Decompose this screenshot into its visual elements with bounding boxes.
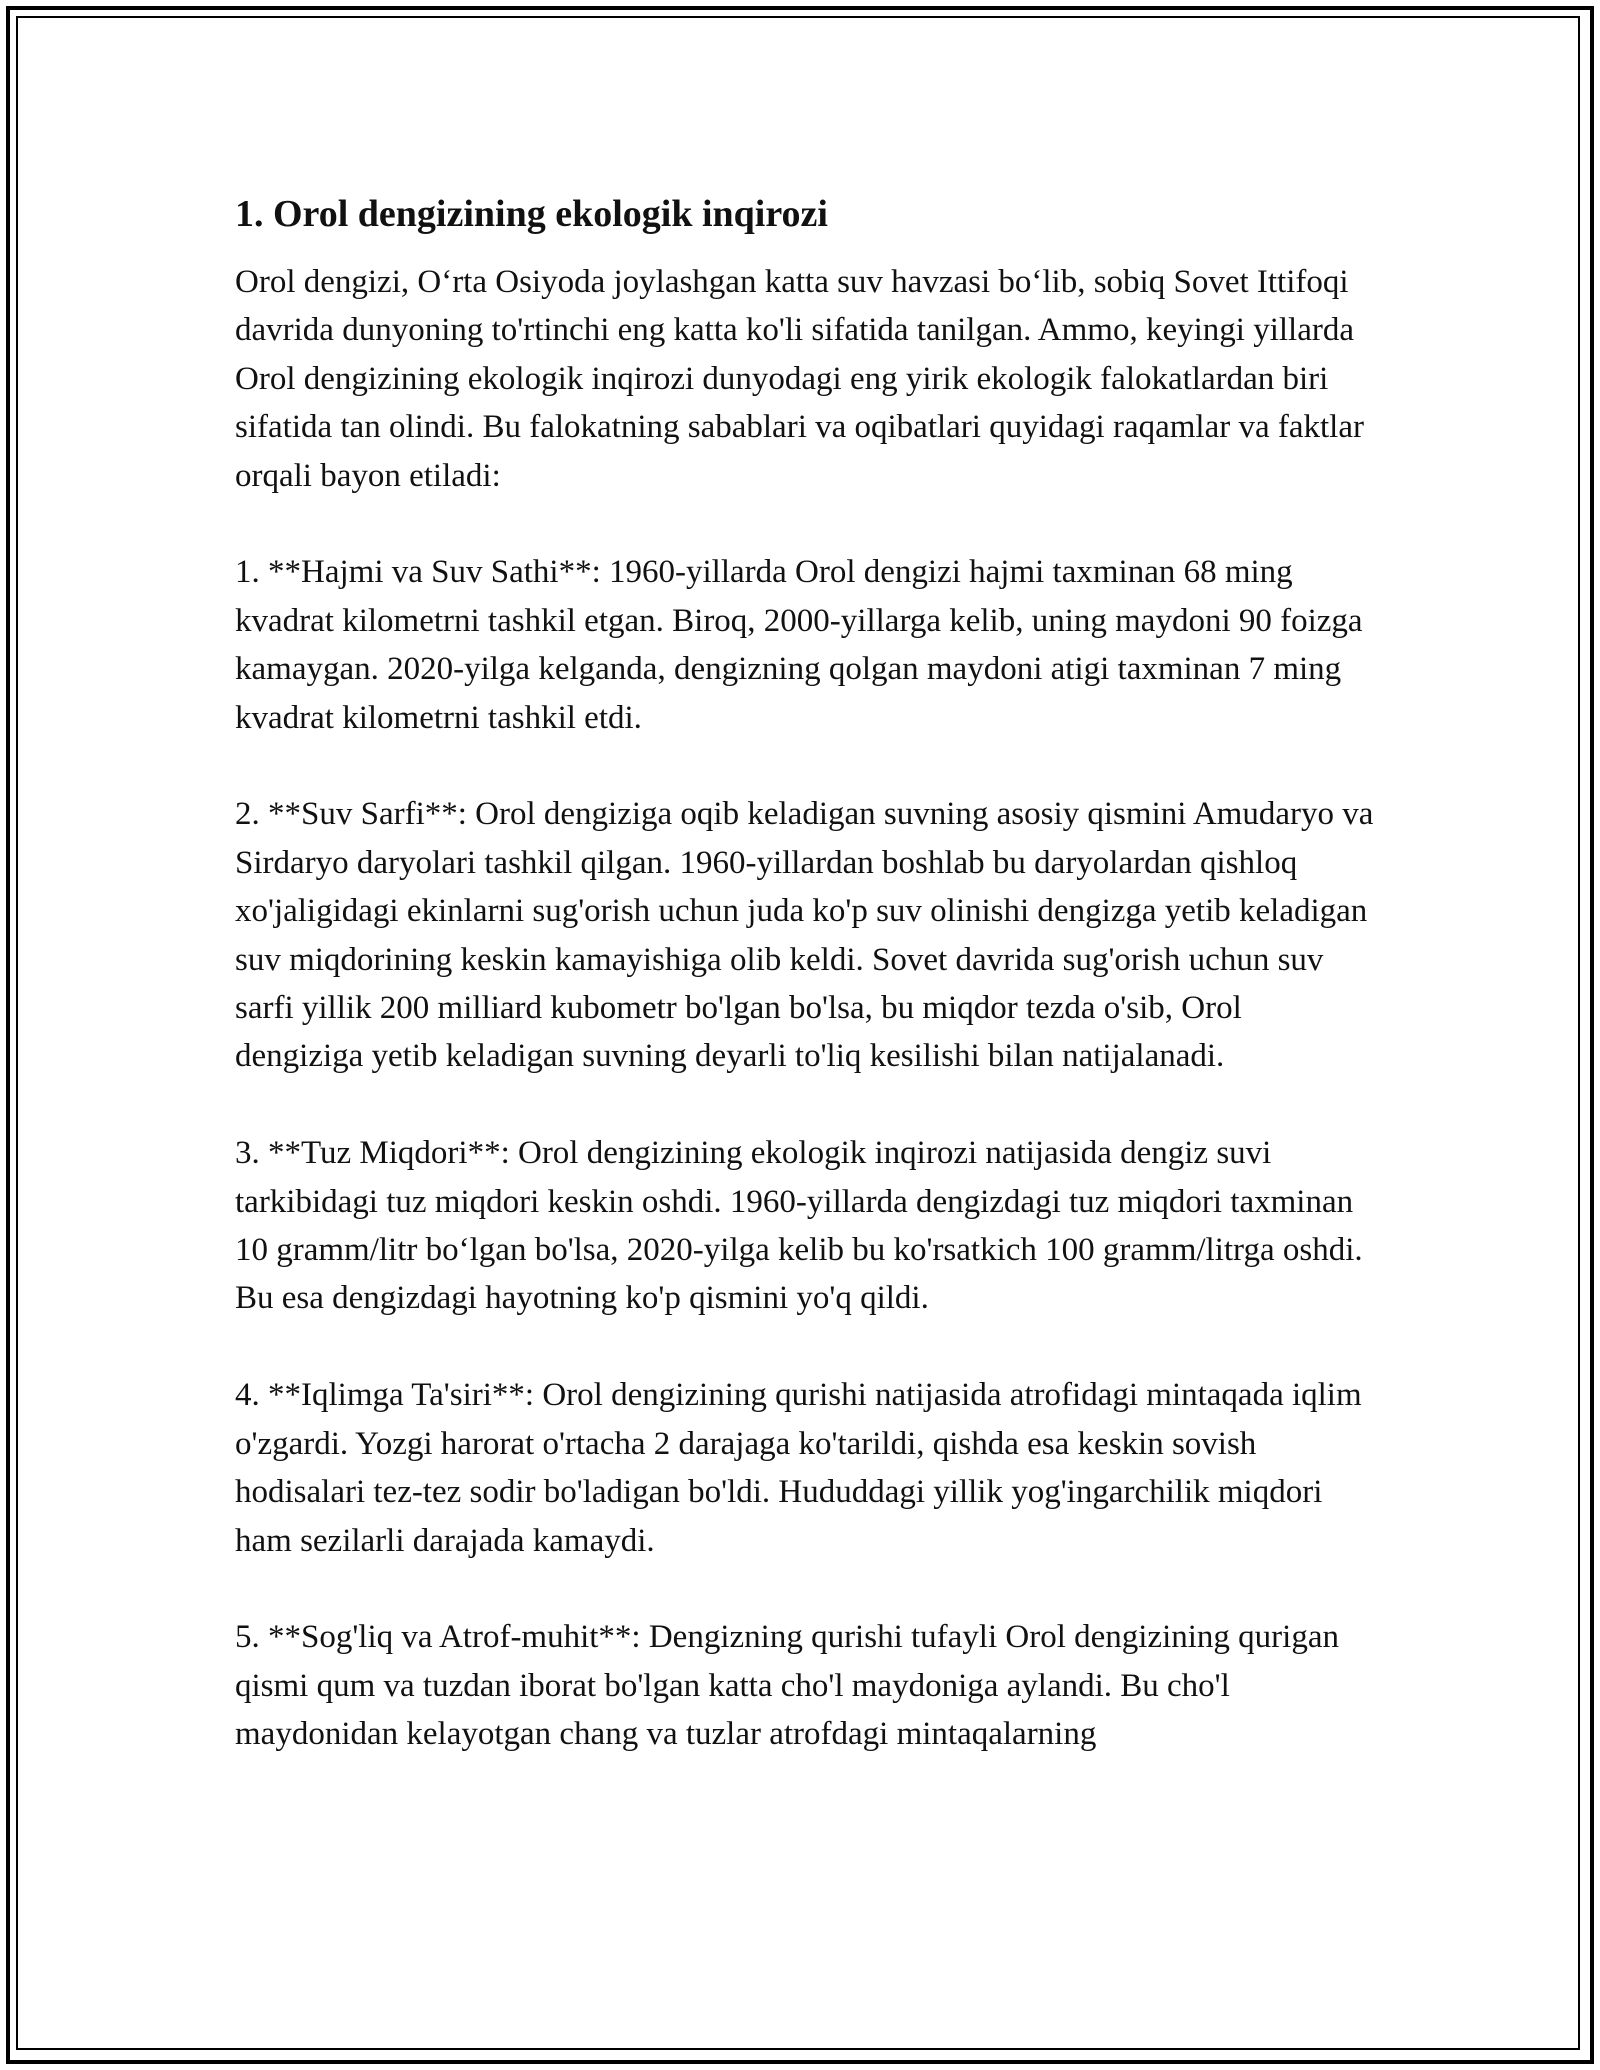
document-title: 1. Orol dengizining ekologik inqirozi	[235, 193, 828, 235]
document-body	[235, 190, 1375, 1807]
paragraph-point-4: 4. **Iqlimga Ta'siri**: Orol dengizining qurishi natijasida atrofidagi mintaqada iqlim o'zgardi. Yozgi harorat o'rtacha 2 darajaga ko'tarildi, qishda esa keskin sovish hodisalari tez-tez sodir bo'ladigan bo'ldi. Hududdagi yillik yog'ingarchilik miqdori ham sezilarli darajada kamaydi.	[235, 1377, 1362, 1559]
paragraph-point-2: 2. **Suv Sarfi**: Orol dengiziga oqib keladigan suvning asosiy qismini Amudaryo va Sirdaryo daryolari tashkil qilgan. 1960-yillardan boshlab bu daryolardan qishloq xo'jaligidagi ekinlarni sug'orish uchun juda ko'p suv olinishi dengizga yetib keladigan suv miqdorining keskin kamayishiga olib keldi. Sovet davrida sug'orish uchun suv sarfi yillik 200 milliard kubometr bo'lgan bo'lsa, bu miqdor tezda o'sib, Orol dengiziga yetib keladigan suvning deyarli to'liq kesilishi bilan natijalanadi.	[235, 796, 1374, 1075]
paragraph-intro: Orol dengizi, O‘rta Osiyoda joylashgan katta suv havzasi bo‘lib, sobiq Sovet Ittifoqi davrida dunyoning to'rtinchi eng katta ko'li sifatida tanilgan. Ammo, keyingi yillarda Orol dengizining ekologik inqirozi dunyodagi eng yirik ekologik falokatlardan biri sifatida tan olindi. Bu falokatning sabablari va oqibatlari quyidagi raqamlar va faktlar orqali bayon etiladi:	[235, 264, 1364, 494]
paragraph-point-5: 5. **Sog'liq va Atrof-muhit**: Dengizning qurishi tufayli Orol dengizining qurigan qismi qum va tuzdan iborat bo'lgan katta cho'l maydoniga aylandi. Bu cho'l maydonidan kelayotgan chang va tuzlar atrofdagi mintaqalarning	[235, 1619, 1339, 1753]
paragraph-point-1: 1. **Hajmi va Suv Sathi**: 1960-yillarda Orol dengizi hajmi taxminan 68 ming kvadrat kilometrni tashkil etgan. Biroq, 2000-yillarga kelib, uning maydoni 90 foizga kamaygan. 2020-yilga kelganda, dengizning qolgan maydoni atigi taxminan 7 ming kvadrat kilometrni tashkil etdi.	[235, 554, 1363, 736]
paragraph-point-3: 3. **Tuz Miqdori**: Orol dengizining ekologik inqirozi natijasida dengiz suvi tarkibidagi tuz miqdori keskin oshdi. 1960-yillarda dengizdagi tuz miqdori taxminan 10 gramm/litr bo‘lgan bo'lsa, 2020-yilga kelib bu ko'rsatkich 100 gramm/litrga oshdi. Bu esa dengizdagi hayotning ko'p qismini yo'q qildi.	[235, 1135, 1363, 1317]
